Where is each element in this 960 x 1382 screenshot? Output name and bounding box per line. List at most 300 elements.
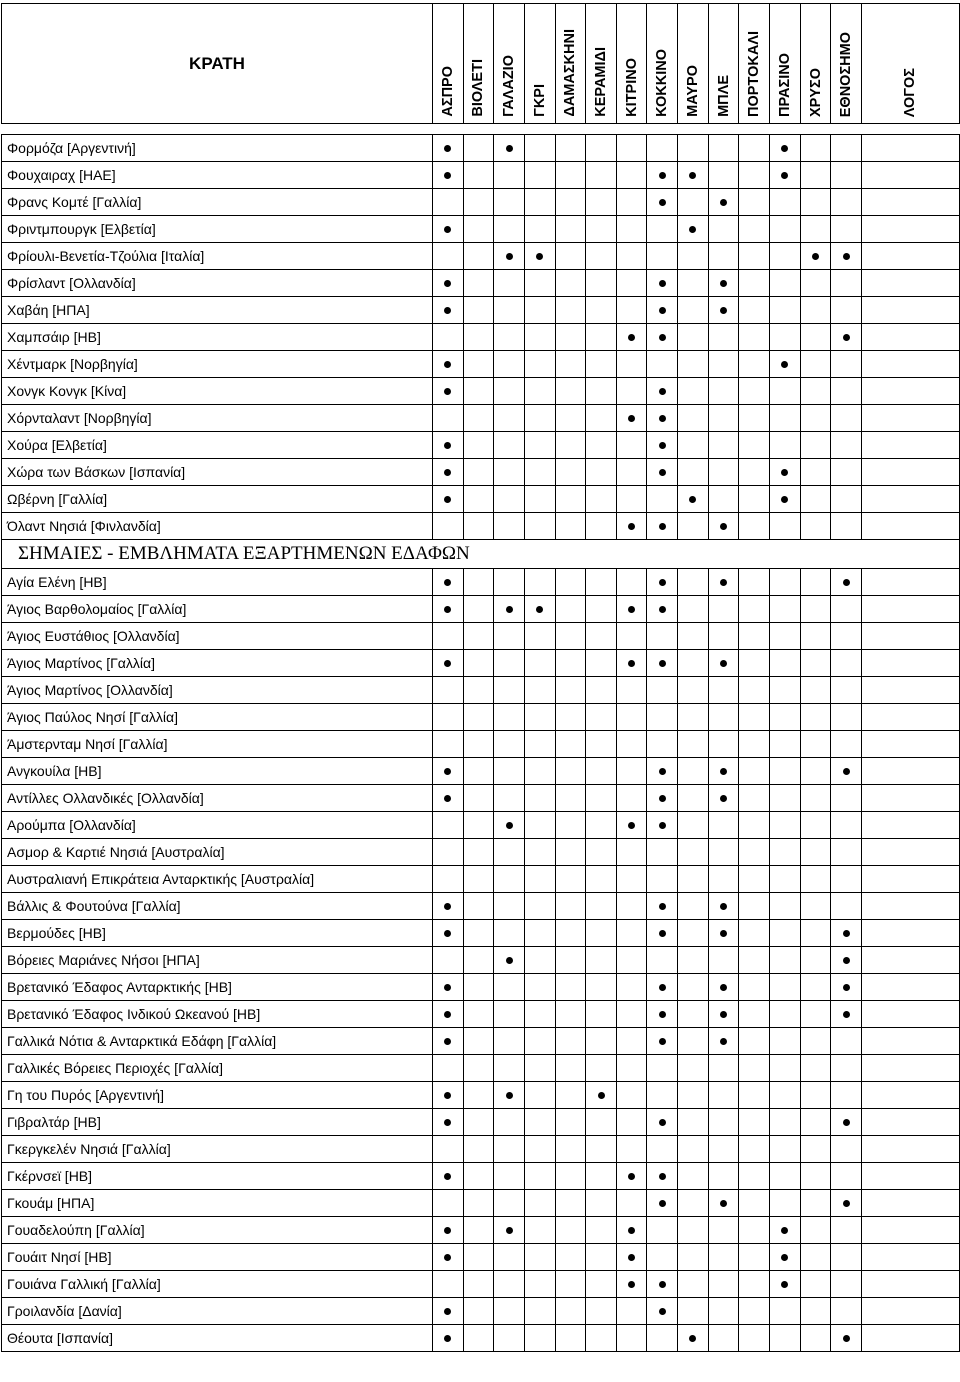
color-cell <box>463 704 494 731</box>
column-header <box>678 4 709 124</box>
color-cell <box>586 459 617 486</box>
states-column-header: ΚΡΑΤΗ <box>2 4 433 124</box>
color-cell <box>586 270 617 297</box>
color-cell <box>463 1082 494 1109</box>
color-cell <box>861 1271 959 1298</box>
table-row <box>2 1028 960 1055</box>
color-cell <box>524 704 555 731</box>
color-cell <box>463 189 494 216</box>
color-cell <box>586 920 617 947</box>
color-cell <box>739 650 770 677</box>
color-cell <box>494 1136 525 1163</box>
color-cell <box>647 459 678 486</box>
color-cell <box>708 243 739 270</box>
bullet-mark <box>444 496 451 503</box>
color-cell <box>463 1136 494 1163</box>
spacer-row <box>2 124 960 135</box>
color-cell <box>586 758 617 785</box>
bullet-mark <box>812 253 819 260</box>
color-cell <box>616 1298 647 1325</box>
color-cell <box>800 270 831 297</box>
color-cell <box>616 1271 647 1298</box>
color-cell <box>586 1325 617 1352</box>
color-cell <box>524 162 555 189</box>
bullet-mark <box>689 496 696 503</box>
bullet-mark <box>720 1200 727 1207</box>
color-cell <box>800 731 831 758</box>
color-cell <box>586 405 617 432</box>
color-cell <box>831 351 862 378</box>
color-cell <box>739 162 770 189</box>
color-cell <box>861 1325 959 1352</box>
color-cell <box>739 839 770 866</box>
color-cell <box>770 162 801 189</box>
table-row <box>2 1190 960 1217</box>
color-cell <box>524 135 555 162</box>
bullet-mark <box>444 768 451 775</box>
color-cell <box>616 1028 647 1055</box>
color-cell <box>708 135 739 162</box>
table-row <box>2 297 960 324</box>
color-cell <box>586 216 617 243</box>
color-cell <box>770 920 801 947</box>
bullet-mark <box>506 1227 513 1234</box>
color-cell <box>800 486 831 513</box>
color-cell <box>494 405 525 432</box>
color-cell <box>770 297 801 324</box>
column-header <box>739 4 770 124</box>
bullet-mark <box>843 1200 850 1207</box>
color-cell <box>463 1163 494 1190</box>
bullet-mark <box>444 1119 451 1126</box>
color-cell <box>770 704 801 731</box>
bullet-mark <box>720 523 727 530</box>
table-row <box>2 1136 960 1163</box>
color-cell <box>463 839 494 866</box>
color-cell <box>831 785 862 812</box>
color-cell <box>555 866 586 893</box>
color-cell <box>494 812 525 839</box>
color-cell <box>555 189 586 216</box>
table-row <box>2 216 960 243</box>
bullet-mark <box>720 984 727 991</box>
bullet-mark <box>444 930 451 937</box>
state-name: Χούρα [Ελβετία] <box>2 432 433 459</box>
color-cell <box>586 839 617 866</box>
bullet-mark <box>506 606 513 613</box>
color-cell <box>708 1190 739 1217</box>
color-cell <box>463 1271 494 1298</box>
state-name: Γιβραλτάρ [ΗΒ] <box>2 1109 433 1136</box>
color-cell <box>463 1325 494 1352</box>
table-row <box>2 378 960 405</box>
color-cell <box>463 947 494 974</box>
color-cell <box>770 378 801 405</box>
color-cell <box>524 974 555 1001</box>
table-row <box>2 1055 960 1082</box>
bullet-mark <box>444 984 451 991</box>
color-cell <box>678 731 709 758</box>
color-cell <box>739 866 770 893</box>
color-cell <box>616 866 647 893</box>
color-cell <box>708 1244 739 1271</box>
color-cell <box>678 1244 709 1271</box>
color-cell <box>647 1325 678 1352</box>
color-cell <box>739 216 770 243</box>
color-cell <box>524 378 555 405</box>
color-cell <box>586 704 617 731</box>
color-cell <box>861 1028 959 1055</box>
bullet-mark <box>659 415 666 422</box>
color-cell <box>770 1325 801 1352</box>
color-cell <box>494 270 525 297</box>
color-cell <box>770 1271 801 1298</box>
state-name: Άγιος Βαρθολομαίος [Γαλλία] <box>2 596 433 623</box>
color-cell <box>616 839 647 866</box>
color-cell <box>647 1055 678 1082</box>
color-cell <box>555 162 586 189</box>
color-cell <box>708 162 739 189</box>
color-cell <box>831 1190 862 1217</box>
color-cell <box>739 1163 770 1190</box>
color-cell <box>739 1244 770 1271</box>
color-cell <box>647 351 678 378</box>
color-cell <box>647 1271 678 1298</box>
bullet-mark <box>628 334 635 341</box>
state-name: Γαλλικές Βόρειες Περιοχές [Γαλλία] <box>2 1055 433 1082</box>
bullet-mark <box>659 172 666 179</box>
color-cell <box>861 405 959 432</box>
color-cell <box>739 812 770 839</box>
state-name: Γουάιτ Νησί [ΗΒ] <box>2 1244 433 1271</box>
bullet-mark <box>628 415 635 422</box>
bullet-mark <box>843 957 850 964</box>
column-header-label: ΜΠΛΕ <box>715 75 732 117</box>
color-cell <box>800 785 831 812</box>
spacer-cell <box>2 124 960 135</box>
color-cell <box>647 1082 678 1109</box>
color-cell <box>433 731 464 758</box>
color-cell <box>463 1217 494 1244</box>
state-name: Φουχαιραχ [ΗΑΕ] <box>2 162 433 189</box>
color-cell <box>555 513 586 540</box>
color-cell <box>800 920 831 947</box>
color-cell <box>800 459 831 486</box>
color-cell <box>494 513 525 540</box>
color-cell <box>708 513 739 540</box>
color-cell <box>463 324 494 351</box>
color-cell <box>861 324 959 351</box>
color-cell <box>524 623 555 650</box>
color-cell <box>770 270 801 297</box>
table-row <box>2 893 960 920</box>
bullet-mark <box>843 253 850 260</box>
color-cell <box>647 432 678 459</box>
color-cell <box>647 650 678 677</box>
bullet-mark <box>444 388 451 395</box>
color-cell <box>861 893 959 920</box>
color-cell <box>861 1109 959 1136</box>
table-row <box>2 486 960 513</box>
table-row <box>2 135 960 162</box>
column-header <box>616 4 647 124</box>
color-cell <box>770 405 801 432</box>
color-cell <box>739 1082 770 1109</box>
color-cell <box>708 1055 739 1082</box>
color-cell <box>770 839 801 866</box>
bullet-mark <box>659 334 666 341</box>
color-cell <box>463 569 494 596</box>
color-cell <box>494 1082 525 1109</box>
table-row <box>2 785 960 812</box>
color-cell <box>861 1163 959 1190</box>
color-cell <box>524 1244 555 1271</box>
color-cell <box>586 947 617 974</box>
bullet-mark <box>444 1173 451 1180</box>
table-row <box>2 1298 960 1325</box>
color-cell <box>433 758 464 785</box>
color-cell <box>739 1109 770 1136</box>
color-cell <box>433 839 464 866</box>
table-row <box>2 162 960 189</box>
color-cell <box>831 1082 862 1109</box>
color-cell <box>647 1109 678 1136</box>
color-cell <box>586 569 617 596</box>
table-row <box>2 324 960 351</box>
state-name: Γκεργκελέν Νησιά [Γαλλία] <box>2 1136 433 1163</box>
color-cell <box>708 1136 739 1163</box>
color-cell <box>433 243 464 270</box>
color-cell <box>494 704 525 731</box>
color-cell <box>708 677 739 704</box>
column-header-label: ΒΙΟΛΕΤΙ <box>470 59 487 117</box>
state-name: Γκέρνσεϊ [ΗΒ] <box>2 1163 433 1190</box>
color-cell <box>678 189 709 216</box>
color-cell <box>831 1001 862 1028</box>
state-name: Βρετανικό Έδαφος Ανταρκτικής [ΗΒ] <box>2 974 433 1001</box>
color-cell <box>831 459 862 486</box>
color-cell <box>433 1325 464 1352</box>
color-cell <box>433 920 464 947</box>
color-cell <box>616 758 647 785</box>
color-cell <box>800 1109 831 1136</box>
column-header-label: ΚΕΡΑΜΙΔΙ <box>593 47 610 117</box>
table-row <box>2 920 960 947</box>
color-cell <box>647 839 678 866</box>
color-cell <box>616 1055 647 1082</box>
color-cell <box>647 270 678 297</box>
bullet-mark <box>628 1227 635 1234</box>
color-cell <box>831 1298 862 1325</box>
bullet-mark <box>659 1281 666 1288</box>
bullet-mark <box>536 253 543 260</box>
bullet-mark <box>659 984 666 991</box>
bullet-mark <box>659 1011 666 1018</box>
color-cell <box>678 486 709 513</box>
color-cell <box>831 432 862 459</box>
column-header <box>647 4 678 124</box>
color-cell <box>586 1109 617 1136</box>
color-cell <box>831 1325 862 1352</box>
color-cell <box>770 1082 801 1109</box>
color-cell <box>433 1001 464 1028</box>
color-cell <box>739 351 770 378</box>
bullet-mark <box>444 226 451 233</box>
table-row <box>2 270 960 297</box>
color-cell <box>555 839 586 866</box>
color-cell <box>831 677 862 704</box>
color-cell <box>770 1109 801 1136</box>
state-name: Γαλλικά Νότια & Ανταρκτικά Εδάφη [Γαλλία] <box>2 1028 433 1055</box>
color-cell <box>861 1190 959 1217</box>
color-cell <box>739 1298 770 1325</box>
color-cell <box>555 1028 586 1055</box>
color-cell <box>861 947 959 974</box>
color-cell <box>463 378 494 405</box>
color-cell <box>647 405 678 432</box>
color-cell <box>586 596 617 623</box>
color-cell <box>831 1109 862 1136</box>
bullet-mark <box>720 930 727 937</box>
color-cell <box>647 135 678 162</box>
state-name: Βόρειες Μαριάνες Νήσοι [ΗΠΑ] <box>2 947 433 974</box>
color-cell <box>739 1190 770 1217</box>
bullet-mark <box>628 822 635 829</box>
color-cell <box>433 623 464 650</box>
color-cell <box>524 1109 555 1136</box>
color-cell <box>708 650 739 677</box>
color-cell <box>647 1298 678 1325</box>
color-cell <box>647 920 678 947</box>
color-cell <box>861 270 959 297</box>
color-cell <box>739 623 770 650</box>
color-cell <box>433 1163 464 1190</box>
color-cell <box>678 893 709 920</box>
bullet-mark <box>659 903 666 910</box>
color-cell <box>739 405 770 432</box>
state-name: Βάλλις & Φουτούνα [Γαλλία] <box>2 893 433 920</box>
color-cell <box>708 623 739 650</box>
color-cell <box>524 1217 555 1244</box>
state-name: Αντίλλες Ολλανδικές [Ολλανδία] <box>2 785 433 812</box>
color-cell <box>555 270 586 297</box>
color-cell <box>770 974 801 1001</box>
color-cell <box>770 785 801 812</box>
color-cell <box>463 893 494 920</box>
color-cell <box>433 270 464 297</box>
color-cell <box>647 785 678 812</box>
table-row <box>2 243 960 270</box>
color-cell <box>831 189 862 216</box>
bullet-mark <box>659 1308 666 1315</box>
column-header <box>770 4 801 124</box>
state-name: Όλαντ Νησιά [Φινλανδία] <box>2 513 433 540</box>
color-cell <box>616 189 647 216</box>
bullet-mark <box>781 145 788 152</box>
table-row <box>2 1271 960 1298</box>
color-cell <box>831 1055 862 1082</box>
color-cell <box>524 731 555 758</box>
color-cell <box>678 1163 709 1190</box>
bullet-mark <box>781 1227 788 1234</box>
color-cell <box>800 1217 831 1244</box>
color-cell <box>770 432 801 459</box>
bullet-mark <box>444 795 451 802</box>
bullet-mark <box>720 1038 727 1045</box>
color-cell <box>616 270 647 297</box>
bullet-mark <box>781 469 788 476</box>
color-cell <box>708 974 739 1001</box>
bullet-mark <box>720 280 727 287</box>
color-cell <box>433 162 464 189</box>
color-cell <box>861 974 959 1001</box>
color-cell <box>708 1028 739 1055</box>
color-cell <box>494 677 525 704</box>
color-cell <box>616 731 647 758</box>
color-cell <box>494 623 525 650</box>
color-cell <box>800 135 831 162</box>
color-cell <box>739 378 770 405</box>
state-name: Ωβέρνη [Γαλλία] <box>2 486 433 513</box>
color-cell <box>586 812 617 839</box>
bullet-mark <box>444 1308 451 1315</box>
color-cell <box>433 513 464 540</box>
color-cell <box>861 758 959 785</box>
color-cell <box>708 189 739 216</box>
color-cell <box>586 1028 617 1055</box>
color-cell <box>616 1001 647 1028</box>
bullet-mark <box>444 579 451 586</box>
color-cell <box>678 839 709 866</box>
color-cell <box>494 1190 525 1217</box>
color-cell <box>770 1244 801 1271</box>
column-header-label: ΚΙΤΡΙΝΟ <box>623 58 640 117</box>
color-cell <box>494 596 525 623</box>
color-cell <box>708 297 739 324</box>
color-cell <box>586 513 617 540</box>
color-cell <box>433 1298 464 1325</box>
color-cell <box>861 785 959 812</box>
color-cell <box>861 486 959 513</box>
table-row <box>2 758 960 785</box>
color-cell <box>678 378 709 405</box>
state-name: Χέντμαρκ [Νορβηγία] <box>2 351 433 378</box>
color-cell <box>861 189 959 216</box>
color-cell <box>555 812 586 839</box>
color-cell <box>555 623 586 650</box>
color-cell <box>555 920 586 947</box>
color-cell <box>770 1217 801 1244</box>
color-cell <box>586 135 617 162</box>
bullet-mark <box>659 280 666 287</box>
color-cell <box>555 1163 586 1190</box>
color-cell <box>647 812 678 839</box>
color-cell <box>861 1217 959 1244</box>
bullet-mark <box>444 469 451 476</box>
color-cell <box>770 866 801 893</box>
color-cell <box>708 1001 739 1028</box>
table-row <box>2 704 960 731</box>
color-cell <box>800 243 831 270</box>
color-cell <box>647 1001 678 1028</box>
color-cell <box>647 677 678 704</box>
color-cell <box>463 1298 494 1325</box>
color-cell <box>555 758 586 785</box>
color-cell <box>831 650 862 677</box>
color-cell <box>433 216 464 243</box>
color-cell <box>770 216 801 243</box>
color-cell <box>586 1190 617 1217</box>
